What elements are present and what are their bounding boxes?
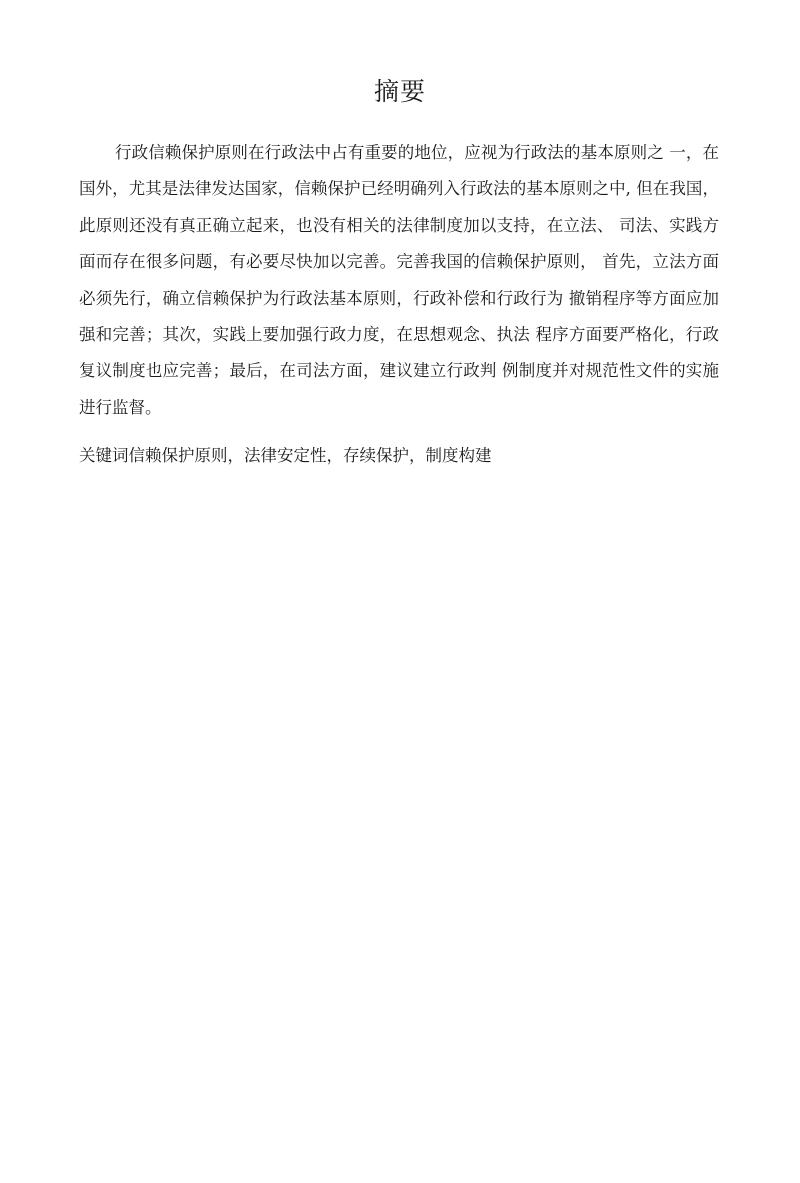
page-title: 摘要 (373, 77, 426, 106)
keywords-line: 关键词信赖保护原则，法律安定性，存续保护，制度构建 (79, 446, 492, 465)
abstract-paragraph: 行政信赖保护原则在行政法中占有重要的地位，应视为行政法的基本原则之 一，在国外，尤其是法律发达国家，信赖保护已经明确列入行政法的基本原则之中, 但在我国，此原则还没有真正确立起来，也没有相关的法律制度加以支持，在立法、 司法、实践方面而存在很多问题，有必要尽快加以完善。完善我国的信赖保护原则， 首先，立法方面必须先行，确立信赖保护为行政法基本原则，行政补偿和行政行为 撤销程序等方面应加强和完善；其次，实践上要加强行政力度，在思想观念、执法 程序方面要严格化，行政复议制度也应完善；最后，在司法方面，建议建立行政判 例制度并对规范性文件的实施进行监督。 (79, 143, 719, 417)
